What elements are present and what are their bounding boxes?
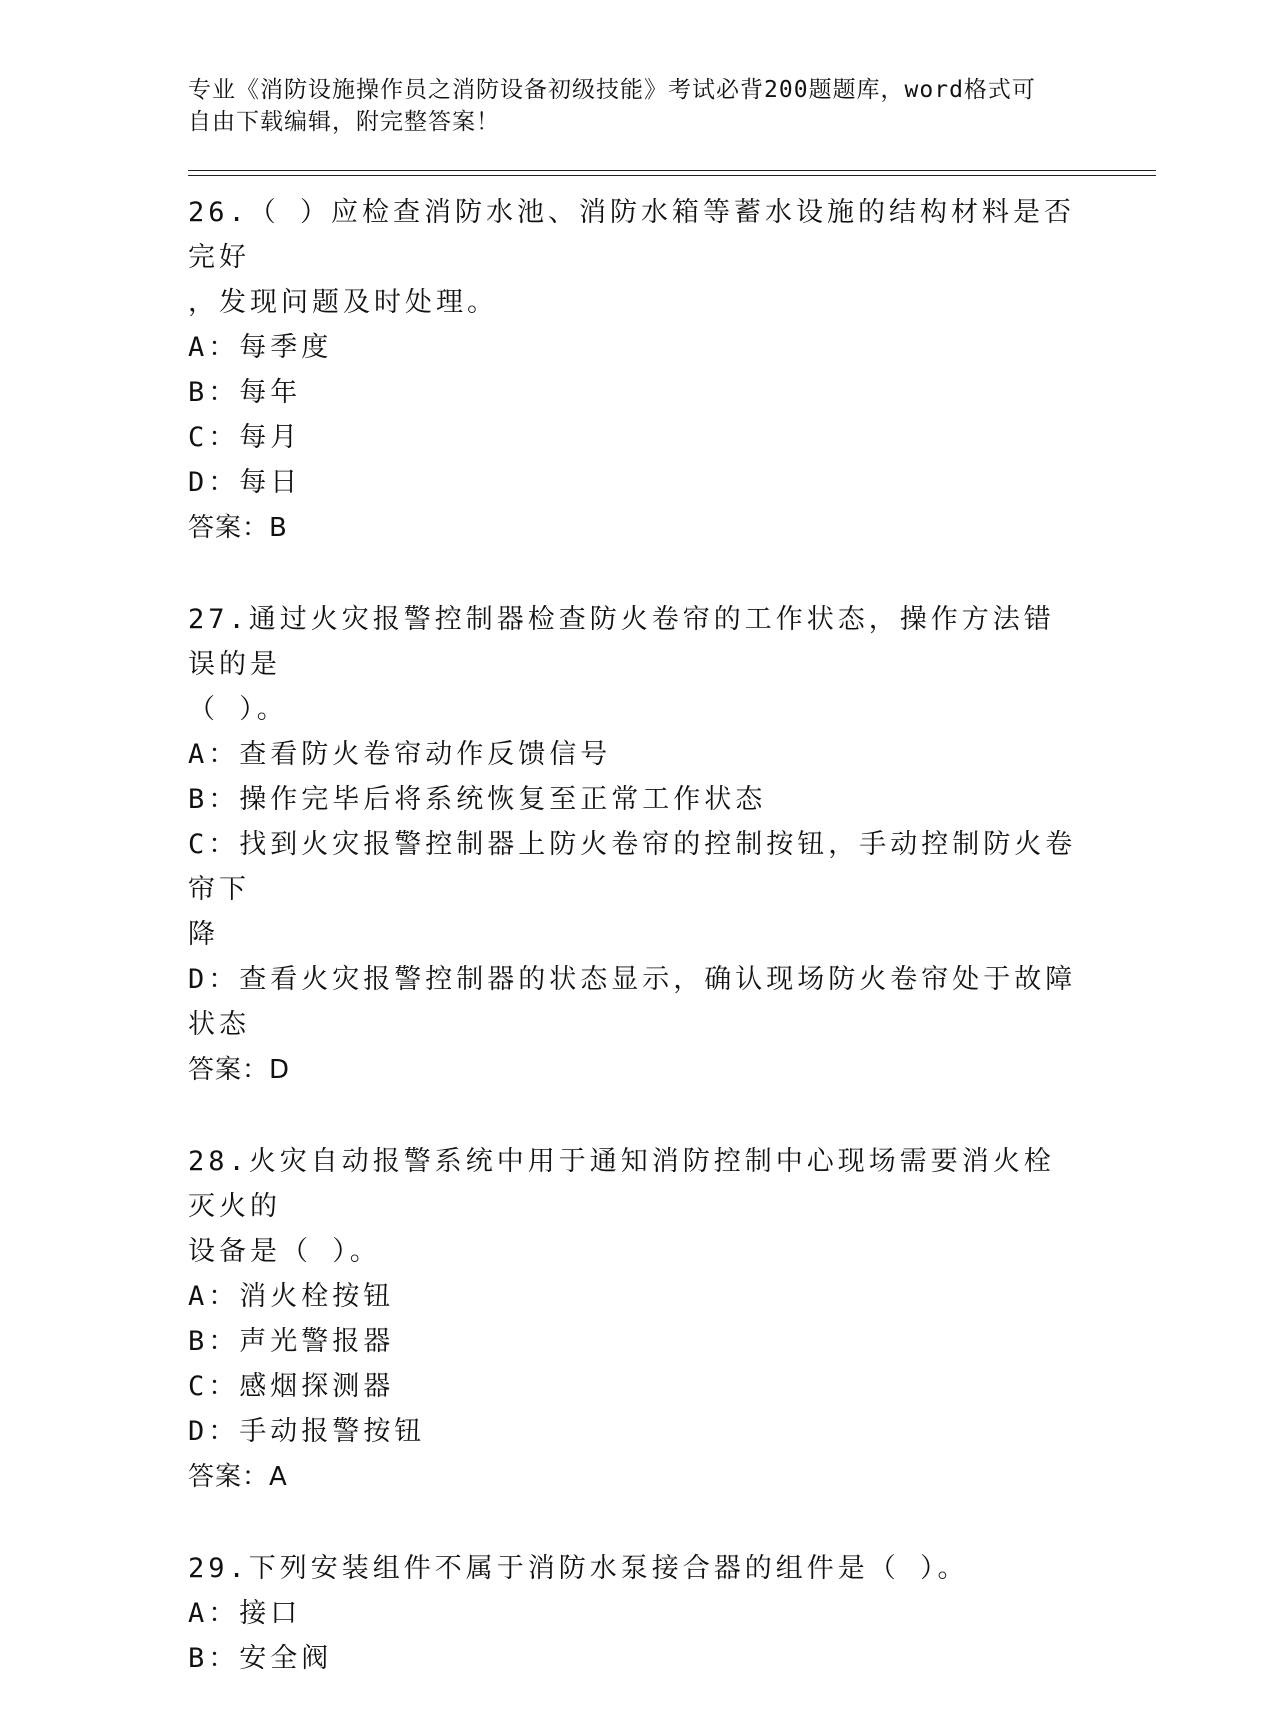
option-a: A：接口 [188, 1598, 302, 1629]
question-text: 26.（ ）应检查消防水池、消防水箱等蓄水设施的结构材料是否完好 [188, 197, 1076, 273]
option-a: A：每季度 [188, 332, 333, 363]
question-text: ，发现问题及时处理。 [188, 287, 498, 318]
question-list [188, 190, 1078, 1727]
question-27 [188, 597, 1078, 1093]
question-text: 设备是（ ）。 [188, 1236, 381, 1267]
answer: 答案：A [188, 1462, 288, 1492]
option-d: D：查看火灾报警控制器的状态显示，确认现场防火卷帘处于故障状态 [188, 964, 1077, 1040]
document-header [188, 74, 1068, 138]
question-text: 29.下列安装组件不属于消防水泵接合器的组件是（ ）。 [188, 1553, 969, 1584]
question-text: 27.通过火灾报警控制器检查防火卷帘的工作状态，操作方法错误的是 [188, 604, 1055, 680]
option-b: B：操作完毕后将系统恢复至正常工作状态 [188, 784, 767, 815]
option-d: D：每日 [188, 467, 302, 498]
question-text: （ ）。 [188, 694, 288, 725]
option-c: C：每月 [188, 422, 302, 453]
option-c: C：找到火灾报警控制器上防火卷帘的控制按钮，手动控制防火卷帘下 [188, 829, 1077, 905]
option-a: A：消火栓按钮 [188, 1281, 395, 1312]
question-28 [188, 1139, 1078, 1500]
answer: 答案：B [188, 513, 288, 543]
question-text: 28.火灾自动报警系统中用于通知消防控制中心现场需要消火栓灭火的 [188, 1146, 1055, 1222]
question-26 [188, 190, 1078, 551]
option-c-continued: 降 [188, 919, 219, 950]
option-b: B：安全阀 [188, 1643, 333, 1674]
answer: 答案：D [188, 1055, 291, 1085]
option-a: A：查看防火卷帘动作反馈信号 [188, 739, 612, 770]
option-b: B：每年 [188, 377, 302, 408]
option-d: D：手动报警按钮 [188, 1416, 426, 1447]
question-29 [188, 1546, 1078, 1681]
header-rule-top [188, 170, 1156, 171]
header-line-1: 专业《消防设施操作员之消防设备初级技能》考试必背200题题库，word格式可 [188, 77, 1036, 103]
header-line-2: 自由下载编辑，附完整答案！ [188, 109, 500, 135]
header-rule-bottom [188, 175, 1156, 176]
option-b: B：声光警报器 [188, 1326, 395, 1357]
option-c: C：感烟探测器 [188, 1371, 395, 1402]
